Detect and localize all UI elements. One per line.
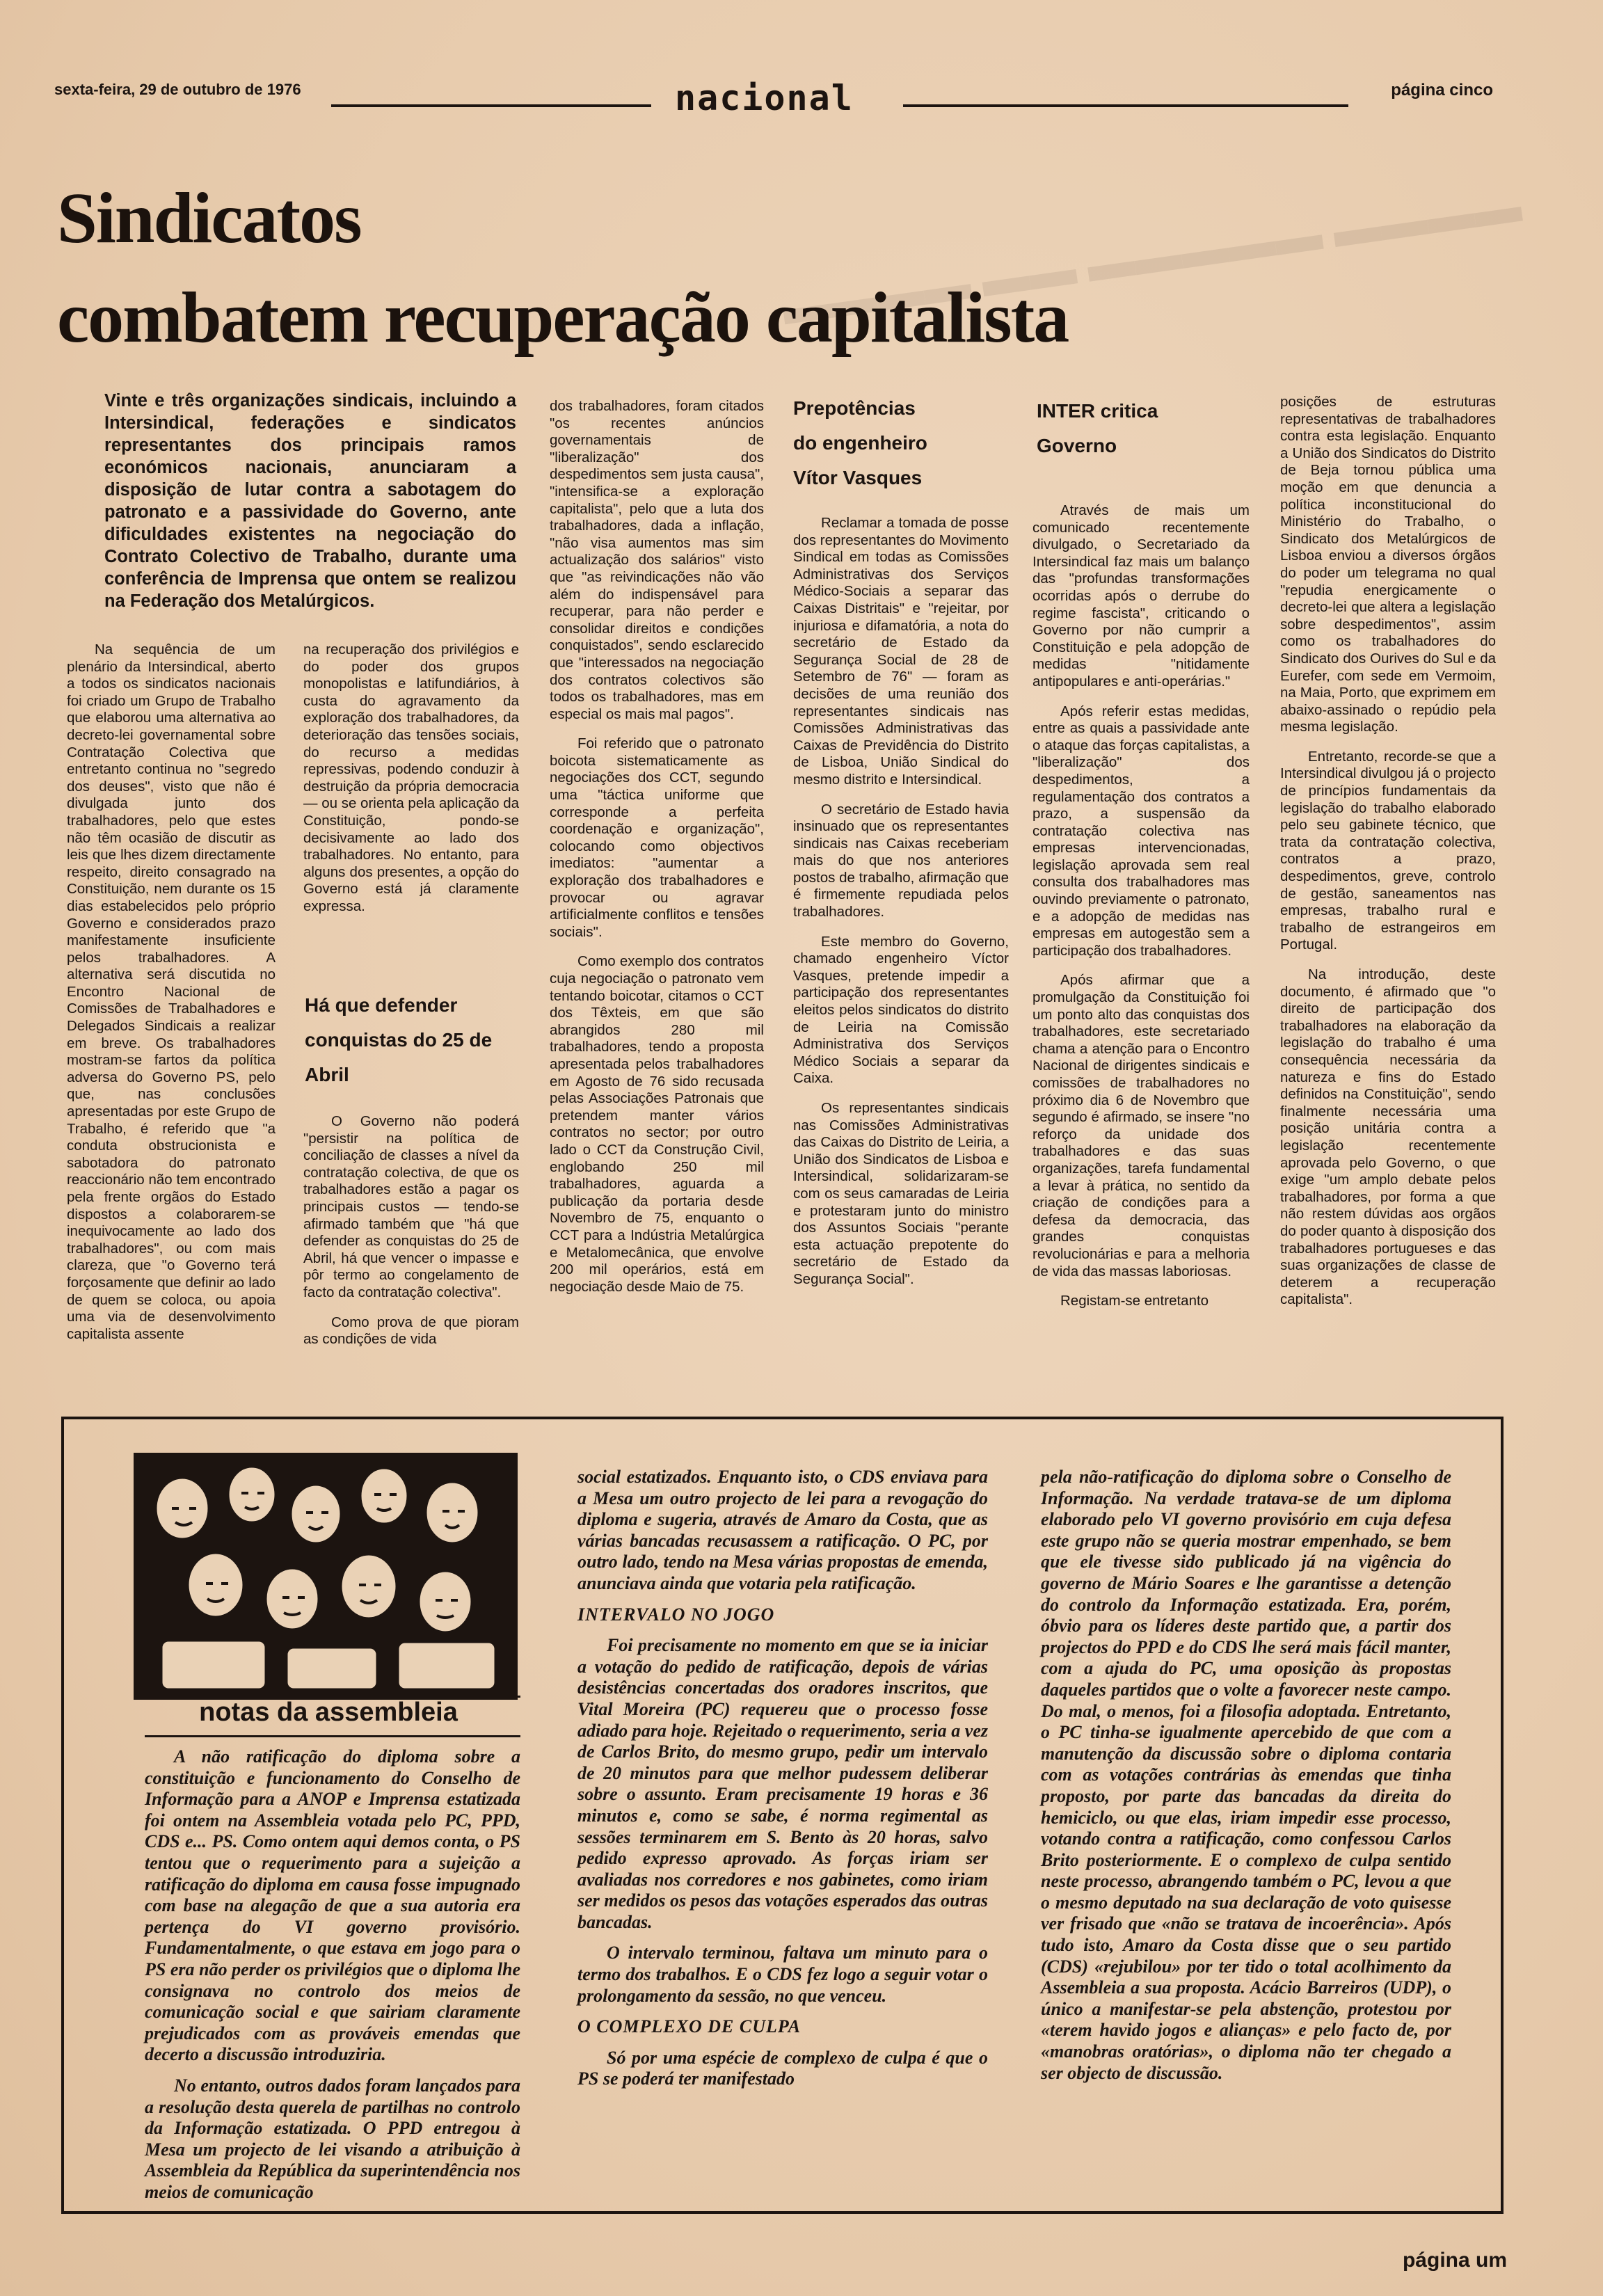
paragraph: Registam-se entretanto: [1060, 1293, 1209, 1309]
paragraph: Foi precisamente no momento em que se ia iniciar a votação do pedido de ratificação, depois de várias desistências concertadas dos oradores inscritos, que Vital Moreira (PC) requereu que o processo fosse adiado para hoje. Rejeitado o requerimento, seria a vez de Carlos Brito, do mesmo grupo, pedir um intervalo de 20 minutos para que melhor pudessem deliberar sobre o assunto. Eram precisamente 19 horas e 36 minutos e, como se sabe, é norma regimental as sessões terminarem em S. Bento às 20 horas, salvo pedido expresso aprovado. As forças iriam ser avaliadas nos corredores e nos gabinetes, como iriam ser medidos os pesos das votações esperados das outras bancadas.: [577, 1635, 988, 1932]
paragraph: No entanto, outros dados foram lançados para a resolução desta querela de partilhas no controlo da Informação estatizada. O PPD entregou à Mesa um projecto de lei visando a atribuição à Assembleia da República da superintendência nos meios de comunicação: [145, 2075, 520, 2202]
footer-page-label: página um: [1402, 2249, 1507, 2272]
paragraph: Só por uma espécie de complexo de culpa é que o PS se poderá ter manifestado: [577, 2047, 988, 2089]
paragraph: Reclamar a tomada de posse dos representantes do Movimento Sindical em todas as Comissões Administrativas dos Serviços Médico-Sociais a separar das Caixas Distritais" e "rejeitar, por injuriosa e difamatória, a nota do secretário de Estado da Segurança Social de 28 de Setembro de 76" — foram as decisões de uma reunião dos representantes sindicais nas Comissões Administrativas das Caixas de Previdência do Distrito de Lisboa, União Sindical do mesmo distrito e Intersindical.: [793, 515, 1009, 788]
lead-paragraph: Vinte e três organizações sindicais, incluindo a Intersindical, federações e sindicatos representantes dos principais ramos económicos nacionais, anunciaram a disposição de lutar contra a sabotagem do patronato e a passividade do Governo, ante dificuldades existentes na negociação do Contrato Colectivo de Trabalho, durante uma conferência de Imprensa que ontem se realizou na Federação dos Metalúrgicos.: [104, 391, 516, 611]
subheading-intervalo: INTERVALO NO JOGO: [577, 1604, 775, 1625]
subheading-line: Prepotências: [793, 397, 916, 419]
paragraph: Este membro do Governo, chamado engenheiro Víctor Vasques, pretende impedir a participação dos representantes eleitos pelos sindicatos do distrito de Leiria na Comissão Administrativa dos Serviços Médico Sociais a separar da Caixa.: [793, 933, 1009, 1087]
header-rule-left: [331, 104, 651, 107]
box-column-2: [577, 1467, 988, 2194]
article-column-2: [303, 641, 519, 968]
paragraph: Foi referido que o patronato boicota sistematicamente as negociações dos CCT, segundo uma "táctica uniforme que corresponde a perfeita coordenação e organização", colocando como objectivos imediatos: "aumentar a exploração dos trabalhadores e provocar ou agravar artificialmente conflitos e tensões sociais".: [550, 735, 764, 940]
box-column-3: [1041, 1467, 1451, 2194]
subheading-defender-conquistas: Há que defender conquistas do 25 de Abril: [305, 994, 493, 1085]
subheading-prepotencias: [793, 391, 1016, 495]
article-column-2-continued: [303, 1113, 519, 1387]
paragraph: na recuperação dos privilégios e do poder dos grupos monopolistas e latifundiários, à custa do agravamento da exploração dos trabalhadores, da deterioração das tensões sociais, do recurso a medidas repressivas, podendo conduzir à destruição da própria democracia — ou se orienta pela aplicação da Constituição, pondo-se decisivamente ao lado dos trabalhadores. No entanto, para alguns dos presentes, a opção do Governo está já claramente expressa.: [303, 641, 519, 914]
article-column-4: [793, 515, 1009, 1385]
paragraph: Após afirmar que a promulgação da Constituição foi um ponto alto das conquistas dos trabalhadores, este secretariado chama a atenção para o Encontro Nacional de dirigentes sindicais e comissões de trabalhadores no próximo dia 6 de Novembro que segundo é afirmado, se insere "no reforço da unidade dos trabalhadores e das suas organizações, tarefa fundamental a levar à prática, no sentido da criação de condições para a defesa da democracia, das grandes conquistas revolucionárias e para a melhoria de vida das massas laboriosas.: [1032, 972, 1250, 1279]
paragraph: social estatizados. Enquanto isto, o CDS enviava para a Mesa um outro projecto de lei para a revogação do diploma e sugeria, através de Amaro da Costa, que as várias bancadas recusassem a ratificação. O PC, por outro lado, tendo na Mesa várias propostas de emenda, anunciava ainda que votaria pela ratificação.: [577, 1467, 988, 1593]
paragraph: O secretário de Estado havia insinuado que os representantes sindicais nas Caixas receberiam mais do que nos anteriores postos de trabalho, afirmação que é firmemente repudiada pelos trabalhadores.: [793, 801, 1009, 920]
subheading-inter-critica: [1037, 394, 1259, 463]
cartoon-drawing: [134, 1453, 518, 1700]
box-title: notas da assembleia: [199, 1698, 458, 1727]
header-rule-right: [903, 104, 1348, 107]
paragraph: Entretanto, recorde-se que a Intersindical divulgou já o projecto de princípios fundamentais da legislação do trabalho elaborado pelo seu gabinete técnico, que trata da contratação colectiva, contratos a prazo, despedimentos, greve, controlo de gestão, saneamentos nas empresas, trabalho rural e trabalho de estrangeiros em Portugal.: [1280, 748, 1496, 953]
subheading-line: Vítor Vasques: [793, 467, 923, 488]
paragraph: Através de mais um comunicado recentemente divulgado, o Secretariado da Intersindical faz mais um balanço das "profundas transformações ocorridas após o derrube do regime fascista", criticando o Governo por não cumprir a Constituição e pela adopção de medidas "nitidamente antipopulares e anti-operárias.": [1032, 502, 1250, 689]
subheading-line: Governo: [1037, 435, 1117, 456]
paragraph: Como exemplo dos contratos cuja negociação o patronato vem tentando boicotar, citamos o CCT dos Têxteis, em que são abrangidos 280 mil trabalhadores, tendo a proposta apresentada pelos trabalhadores em Agosto de 76 sido recusada pelas Associações Patronais que pretendem manter vários contratos no sector; por outro lado o CCT da Construção Civil, englobando 250 mil trabalhadores, aguarda a publicação da portaria desde Novembro de 75, enquanto o CCT para a Indústria Metalúrgica e Metalomecânica, que envolve 200 mil operários, está em negociação desde Maio de 75.: [550, 953, 764, 1295]
paragraph: Como prova de que pioram as condições de vida: [303, 1314, 519, 1348]
paragraph: posições de estruturas representativas de trabalhadores contra esta legislação. Enquanto a União dos Sindicatos do Distrito de Beja tornou pública uma moção em que denuncia a política inconstitucional do Ministério do Trabalho, o Sindicato dos Metalúrgicos de Lisboa enviou a diversos órgãos do poder um telegrama no qual "repudia energicamente o decreto-lei que altera a legislação sobre despedimentos", assim como os trabalhadores do Sindicato dos Ourives do Sul e da Eurefer, com sede em Vermoim, na Maia, Porto, que exprimem em abaixo-assinado o repúdio pela mesma legislação.: [1280, 394, 1496, 735]
subheading-line: INTER critica: [1037, 400, 1158, 422]
paragraph: Na introdução, deste documento, é afirmado que "o direito de participação dos trabalhadores na elaboração da legislação do trabalho é uma consequência necessária da natureza e fins do Estado definidos na Constituição", sendo finalmente necessária uma posição unitária contra a legislação recentemente aprovada pelo Governo, o que exige "um amplo debate pelos trabalhadores, por forma a que não restem dúvidas aos orgãos do poder quanto à disposição dos trabalhadores portugueses e das suas organizações de classe de deterem a recuperação capitalista".: [1280, 966, 1496, 1308]
header-page-number: página cinco: [1391, 81, 1493, 99]
headline-line-2: combatem recuperação capitalista: [57, 278, 1069, 358]
section-title: nacional: [675, 78, 854, 118]
header-date: sexta-feira, 29 de outubro de 1976: [54, 81, 301, 98]
article-column-1: [67, 641, 276, 1387]
assembly-cartoon-illustration: [134, 1453, 518, 1700]
subheading-line: do engenheiro: [793, 432, 927, 454]
article-column-6: [1280, 394, 1496, 1386]
headline-line-1: Sindicatos: [57, 178, 361, 258]
paragraph: A não ratificação do diploma sobre a constituição e funcionamento do Conselho de Informação para a ANOP e Imprensa estatizada foi ontem na Assembleia votada pelo PC, PPD, CDS e... PS. Como ontem aqui demos conta, o PS tentou que o requerimento para a sujeição a ratificação do diploma em causa fosse impugnado com base na alegação de que a sua autoria era pertença do VI governo provisório. Fundamentalmente, o que estava em jogo para o PS era não perder os privilégios que o diploma lhe consignava no controlo dos meios de comunicação social e que sairiam claramente prejudicados com as prováveis emendas que decerto a discussão introduziria.: [145, 1746, 520, 2065]
article-column-5: [1032, 502, 1250, 1386]
paragraph: Na sequência de um plenário da Intersindical, aberto a todos os sindicatos nacionais foi criado um Grupo de Trabalho que elaborou uma alternativa ao decreto-lei governamental sobre Contratação Colectiva que entretanto continua no "segredo dos deuses", visto que não é divulgada junto dos trabalhadores, pelo que estes não têm ocasião de discutir as leis que lhes dizem directamente respeito, direito consagrado na Constituição, nem durante os 15 dias estabelecidos pelo próprio Governo e considerados prazo manifestamente insuficiente pelos trabalhadores. A alternativa será discutida no Encontro Nacional de Comissões de Trabalhadores e Delegados Sindicais a realizar em breve. Os trabalhadores mostram-se fartos da política adversa do Governo PS, pelo que, nas conclusões apresentadas por este Grupo de Trabalho, é referido que "a conduta obstrucionista e sabotadora do patronato reaccionário não tem encontrado pela frente orgãos do Estado dispostos a colaborarem-se inequivocamente ao lado dos trabalhadores", ou com mais clareza, que "o Governo terá forçosamente que definir ao lado de quem se coloca, ou apoia uma via de desenvolvimento capitalista assente: [67, 641, 276, 1342]
box-column-1: [145, 1746, 520, 2202]
box-title-underline: [145, 1735, 520, 1737]
paragraph: dos trabalhadores, foram citados "os recentes anúncios governamentais de "liberalização" dos despedimentos sem justa causa", "intensifica-se a exploração capitalista", pelo que a luta dos trabalhadores, dada a inflação, "não visa aumentos mas sim actualização dos salários" visto que "as reivindicações não vão além do indispensável para recuperar, para não perder e consolidar direitos e condições conquistados", sendo esclarecido que "interessados na negociação dos contratos colectivos são todos os trabalhadores, mas em especial os mais mal pagos".: [550, 398, 764, 722]
subheading-complexo: O COMPLEXO DE CULPA: [577, 2016, 802, 2037]
paragraph: Os representantes sindicais nas Comissões Administrativas das Caixas do Distrito de Leiria, a União dos Sindicatos de Lisboa e Intersindical, solidarizaram-se com os seus camaradas de Leiria e protestaram junto do ministro dos Assuntos Sociais "perante esta actuação prepotente do secretário de Estado da Segurança Social".: [793, 1100, 1009, 1287]
article-column-3: [550, 398, 764, 1386]
paragraph: pela não-ratificação do diploma sobre o Conselho de Informação. Na verdade tratava-se de um diploma elaborado pelo VI governo provisório em cuja defesa este grupo não se queria mostrar empenhado, se bem que ele tivesse sido publicado já na vigência do governo de Mário Soares e lhe garantisse a detenção do controlo da Informação estatizada. Era, porém, óbvio para os líderes deste partido que, a partir dos projectos do PPD e do CDS lhe será mais fácil manter, com a ajuda do PC, uma oposição às propostas daqueles partidos que o volte a favorecer neste campo. Do mal, o menos, foi a filosofia adoptada. Entretanto, o PC tinha-se igualmente apercebido de que com a manutenção da discussão sobre o diploma contaria com as votações contrárias às emendas que tinha proposto, por parte das bancadas da direita do hemiciclo, ou que elas, iriam impedir esse processo, votando contra a ratificação, como confessou Carlos Brito posteriormente. E o complexo de culpa sentido neste processo, abrangendo também o PC, levou a que o mesmo deputado na sua declaração de voto quisesse ver frisado que «não se tratava de incoerência». Após tudo isto, Amaro da Costa disse que o seu partido (CDS) «rejubilou» por ter tido o total acolhimento da Assembleia a sua proposta. Acácio Barreiros (UDP), o único a manifestar-se pela abstenção, protestou por «terem havido jogos e alianças» e pelo facto de, por «manobras oratórias», o diploma não ter chegado a ser objecto de discussão.: [1041, 1467, 1451, 2083]
paragraph: O Governo não poderá "persistir na política de conciliação de classes a nível da contratação colectiva, de que os trabalhadores estão a pagar os principais custos — tendo-se afirmado também que "há que defender as conquistas do 25 de Abril, há que vencer o impasse e pôr termo ao congelamento de facto da contratação colectiva".: [303, 1113, 519, 1300]
paragraph: Após referir estas medidas, entre as quais a passividade ante o ataque das forças capitalistas, a "liberalização" dos despedimentos, a regulamentação dos contratos a prazo, a suspensão da contratação colectiva nas empresas intervencionadas, legislação aprovada sem real consulta dos trabalhadores mas ouvindo previamente o patronato, e a adopção de medidas nas empresas em autogestão sem a participação dos trabalhadores.: [1032, 703, 1250, 959]
show-through-texture: ▬▬▬▬ ▬▬ ▬▬▬▬▬ ▬▬▬▬: [779, 178, 1525, 335]
paragraph: O intervalo terminou, faltava um minuto para o termo dos trabalhos. E o CDS fez logo a seguir votar o prolongamento da sessão, no que venceu.: [577, 1943, 988, 2006]
